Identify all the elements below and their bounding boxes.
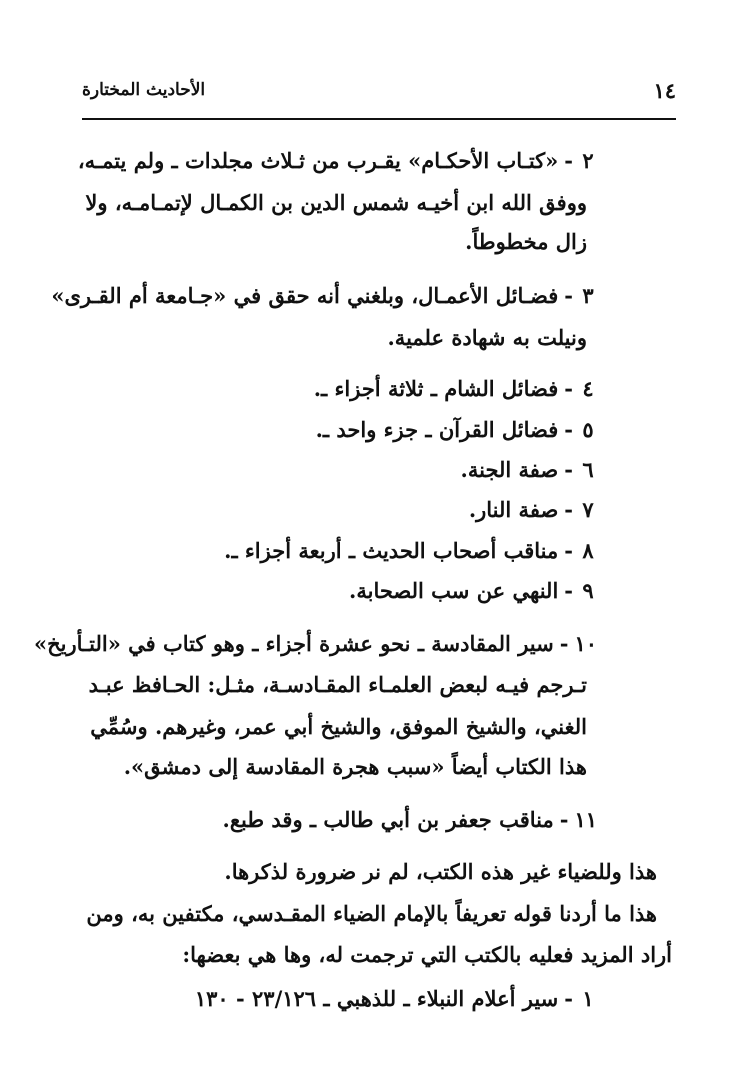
list-item-10-line-1 <box>34 627 597 661</box>
item-number: ٩ <box>582 578 594 603</box>
header-rule <box>82 118 676 120</box>
reference-text: سير أعلام النبلاء ـ للذهبي ـ ٢٣/١٢٦ - ١٣٠ <box>194 986 559 1011</box>
item-text: مناقب أصحاب الحديث ـ أربعة أجزاء ـ. <box>224 538 559 563</box>
separator-dash: - <box>564 148 573 173</box>
paragraph-line-1: هذا ما أردنا قوله تعريفاً بالإمام الضياء المقـدسي، مكتفين به، ومن <box>86 901 657 926</box>
separator-dash: - <box>564 578 573 603</box>
separator-dash: - <box>559 807 569 832</box>
item-text: فضائل الشام ـ ثلاثة أجزاء ـ. <box>313 376 559 401</box>
separator-dash: - <box>564 986 573 1011</box>
list-item-6 <box>461 453 597 487</box>
list-item-3-line-1 <box>51 279 597 313</box>
list-item-9 <box>349 574 597 608</box>
separator-dash: - <box>559 631 569 656</box>
item-number: ٣ <box>582 283 594 308</box>
list-item-10-line-3: الغني، والشيخ الموفق، والشيخ أبي عمر، وغيرهم. وسُمِّي <box>90 714 587 739</box>
item-number: ٥ <box>582 417 594 442</box>
item-text: صفة الجنة. <box>460 457 559 482</box>
separator-dash: - <box>564 283 573 308</box>
list-item-4 <box>314 372 597 406</box>
running-head <box>82 78 676 108</box>
item-number: ٧ <box>582 497 594 522</box>
separator-dash: - <box>564 538 573 563</box>
list-item-3-line-2: ونيلت به شهادة علمية. <box>387 325 587 350</box>
item-number: ٢ <box>582 148 594 173</box>
item-text: فضائل القرآن ـ جزء واحد ـ. <box>315 417 559 442</box>
list-item-10-line-2: تـرجم فيـه لبعض العلمـاء المقـادسـة، مثـل: الحـافظ عبـد <box>88 672 587 697</box>
item-number: ٦ <box>582 457 594 482</box>
item-number: ١٠ <box>574 631 597 656</box>
paragraph-line-2: أراد المزيد فعليه بالكتب التي ترجمت له، وها هي بعضها: <box>182 942 672 967</box>
item-number: ١١ <box>574 807 597 832</box>
page-number: ١٤ <box>653 78 676 103</box>
item-number: ٤ <box>582 376 594 401</box>
reference-number: ١ <box>582 986 594 1011</box>
item-number: ٨ <box>582 538 594 563</box>
item-text: فضـائل الأعمـال، وبلغني أنه حقق في «جـامعة أم القـرى» <box>51 283 559 308</box>
item-text: سير المقادسة ـ نحو عشرة أجزاء ـ وهو كتاب في «التـأريخ» <box>33 631 554 656</box>
item-text: النهي عن سب الصحابة. <box>349 578 559 603</box>
item-text: صفة النار. <box>468 497 559 522</box>
list-item-2-line-2: ووفق الله ابن أخيـه شمس الدين بن الكمـال لإتمـامـه، ولا <box>85 190 587 215</box>
paragraph-other-books: هذا وللضياء غير هذه الكتب، لم نر ضرورة لذكرها. <box>224 859 657 884</box>
list-item-8 <box>224 534 597 568</box>
reference-item-1 <box>195 982 597 1016</box>
list-item-10-line-4: هذا الكتاب أيضاً «سبب هجرة المقادسة إلى دمشق». <box>123 754 587 779</box>
separator-dash: - <box>564 497 573 522</box>
separator-dash: - <box>564 417 573 442</box>
running-title: الأحاديث المختارة <box>82 80 206 100</box>
item-text: مناقب جعفر بن أبي طالب ـ وقد طبع. <box>222 807 554 832</box>
list-item-7 <box>469 493 597 527</box>
separator-dash: - <box>564 376 573 401</box>
item-text: «كتـاب الأحكـام» يقـرب من ثـلاث مجلدات ـ ولم يتمـه، <box>77 148 559 173</box>
list-item-11 <box>223 803 597 837</box>
list-item-2-line-1 <box>78 144 597 178</box>
separator-dash: - <box>564 457 573 482</box>
list-item-2-line-3: زال مخطوطاً. <box>465 229 587 254</box>
list-item-5 <box>316 413 597 447</box>
